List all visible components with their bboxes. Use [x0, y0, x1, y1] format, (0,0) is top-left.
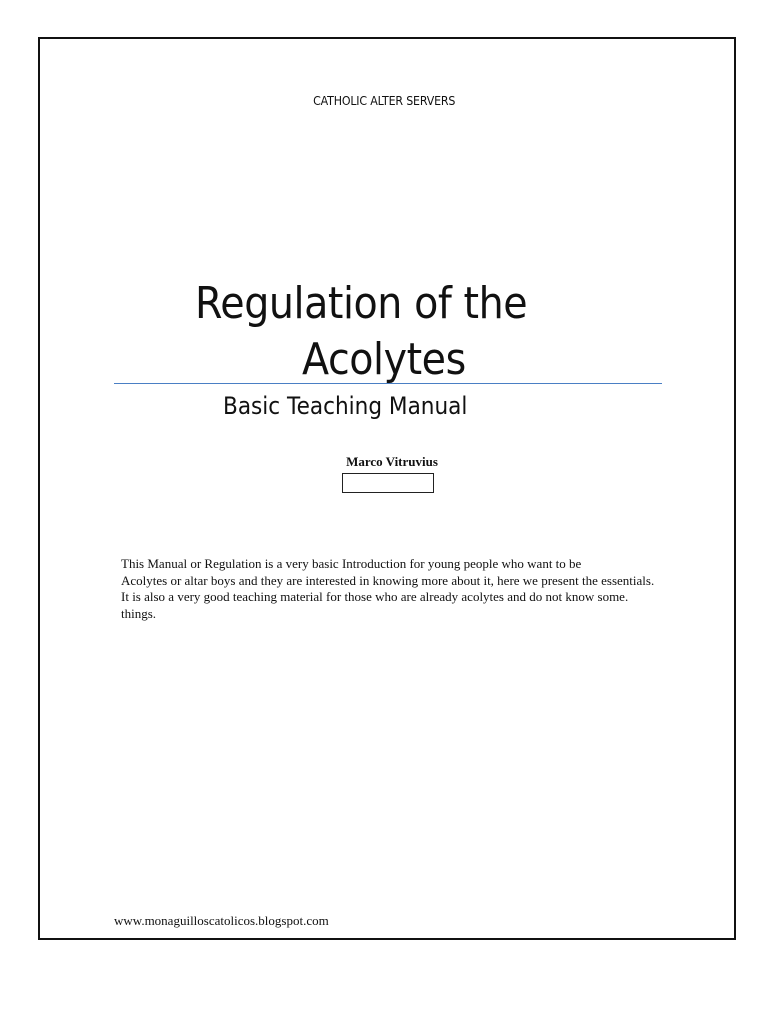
- description-line: things.: [121, 605, 157, 621]
- description-line: It is also a very good teaching material for those who are already acolytes and do not know some.: [121, 589, 629, 604]
- title-divider: [114, 383, 662, 384]
- footer-url: www.monaguilloscatolicos.blogspot.com: [114, 913, 329, 928]
- empty-text-box: [342, 473, 434, 493]
- author-name: Marco Vitruvius: [346, 454, 438, 469]
- document-subtitle: Basic Teaching Manual: [223, 392, 468, 420]
- description-paragraph: [121, 556, 661, 622]
- title-line-2: Acolytes: [302, 334, 466, 385]
- document-header: CATHOLIC ALTER SERVERS: [313, 94, 456, 108]
- description-line: This Manual or Regulation is a very basic Introduction for young people who want to be: [121, 556, 582, 571]
- title-line-1: Regulation of the: [195, 278, 528, 329]
- description-line: Acolytes or altar boys and they are interested in knowing more about it, here we present the essentials.: [121, 572, 655, 588]
